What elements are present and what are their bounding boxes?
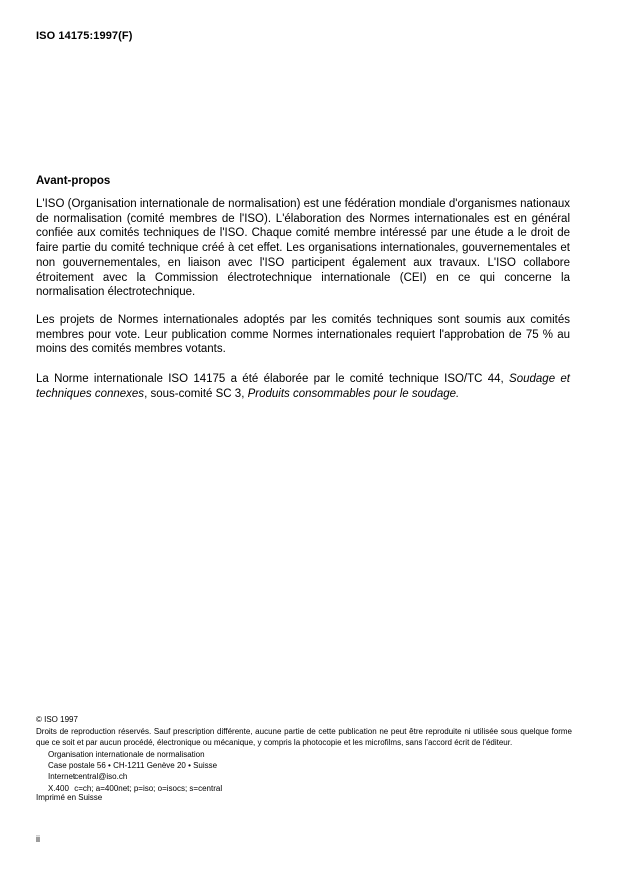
x400-label: X.400 <box>48 783 69 793</box>
section-heading: Avant-propos <box>36 175 111 187</box>
organization-name: Organisation internationale de normalisation <box>48 750 205 759</box>
document-id: ISO 14175:1997(F) <box>36 30 133 42</box>
paragraph-3-text-b: , sous-comité SC 3, <box>144 387 245 400</box>
printed-in: Imprimé en Suisse <box>36 793 103 802</box>
publisher-address <box>48 749 222 794</box>
copyright-notice: © ISO 1997 <box>36 715 78 724</box>
committee-title: Soudage et techniques connexes <box>36 373 570 400</box>
foreword-paragraph-2: Les projets de Normes internationales adoptés par les comités techniques sont soumis aux comités membres pour vote. Leur publication comme Normes internationales requiert l'approbation de 75 % au moins des comités membres votants. <box>36 314 570 356</box>
paragraph-3-text-a: La Norme internationale ISO 14175 a été élaborée par le comité technique ISO/TC 44, <box>36 373 504 385</box>
subcommittee-title: Produits consommables pour le soudage. <box>247 387 460 400</box>
internet-email: central@iso.ch <box>74 772 128 782</box>
rights-notice: Droits de reproduction réservés. Sauf prescription différente, aucune partie de cette publication ne peut être reproduite ni utilisée sous quelque forme que ce soit et par aucun procédé, électronique ou mécanique, y compris la photocopie et les microfilms, sans l'accord écrit de l'éditeur. <box>36 727 572 748</box>
postal-address: Case postale 56 • CH-1211 Genève 20 • Suisse <box>48 761 218 771</box>
page-number: ii <box>36 834 40 844</box>
internet-label: Internet <box>48 772 76 782</box>
foreword-paragraph-1: L'ISO (Organisation internationale de normalisation) est une fédération mondiale d'organismes nationaux de normalisation (comité membres de l'ISO). L'élaboration des Normes internationales est en général confiée aux comités techniques de l'ISO. Chaque comité membre intéressé par une étude a le droit de faire partie du comité technique créé à cet effet. Les organisations internationales, gouvernementales et non gouvernementales, en liaison avec l'ISO participent également aux travaux. L'ISO collabore étroitement avec la Commission électrotechnique internationale (CEI) en ce qui concerne la normalisation électrotechnique. <box>36 198 570 299</box>
internet-line <box>48 771 222 782</box>
foreword-paragraph-3 <box>36 372 570 401</box>
x400-address: c=ch; a=400net; p=iso; o=isocs; s=central <box>74 783 223 793</box>
